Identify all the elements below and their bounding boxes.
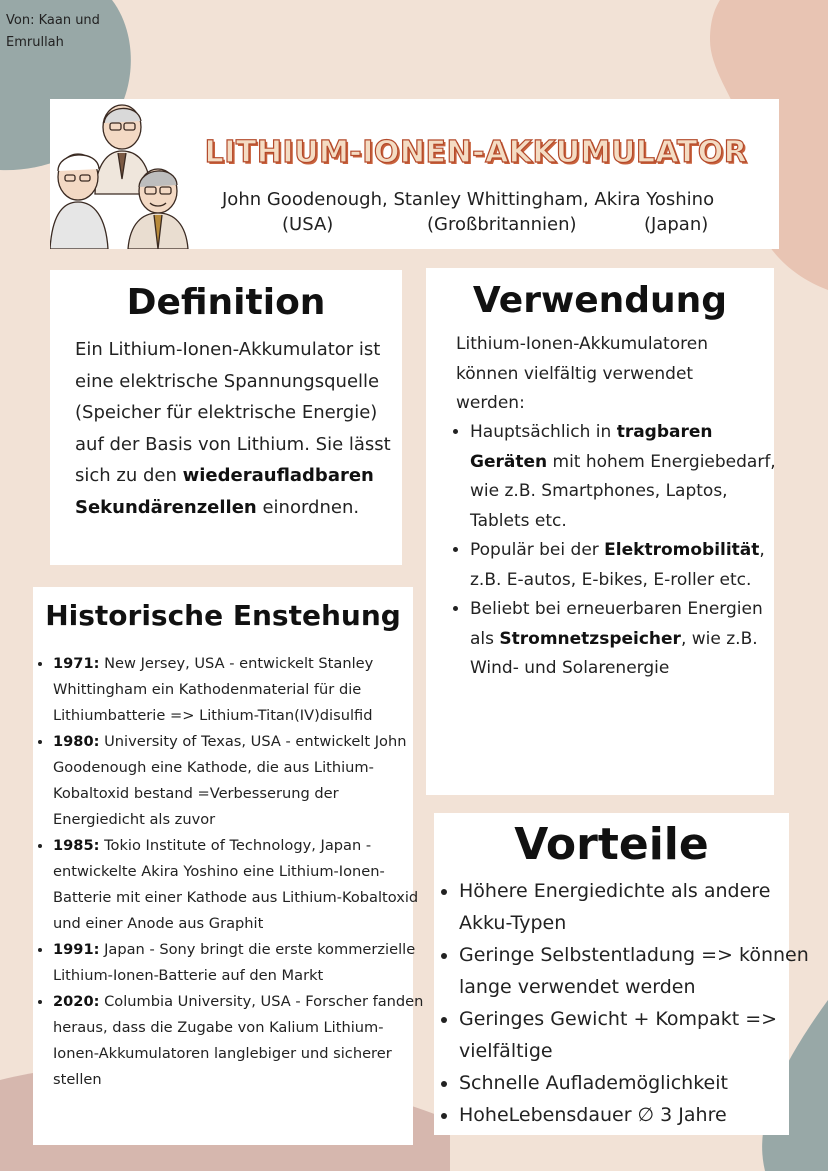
usage-item-bold: tragbaren Geräten <box>470 422 713 472</box>
history-year: 1971: <box>53 655 100 672</box>
list-item <box>53 937 429 989</box>
list-item <box>53 989 429 1093</box>
page-title: LITHIUM-IONEN-AKKUMULATOR <box>204 135 748 170</box>
advantages-heading: Vorteile <box>514 819 709 870</box>
usage-intro: Lithium-Ionen-Akkumulatoren können vielfältig verwendet werden: <box>456 334 708 413</box>
country-usa: (USA) <box>282 214 334 235</box>
list-item <box>470 595 790 684</box>
history-text: Columbia University, USA - Forscher fanden heraus, dass die Zugabe von Kalium Lithium-Ionen-Akkumulatoren langlebiger und sicherer stellen <box>53 993 424 1088</box>
list-item <box>470 536 790 595</box>
history-year: 1985: <box>53 837 100 854</box>
history-text: Tokio Institute of Technology, Japan - entwickelte Akira Yoshino eine Lithium-Ionen-Batterie mit einer Kathode aus Lithium-Kobaltoxid und einer Anode aus Graphit <box>53 837 419 932</box>
usage-item-text: Populär bei der <box>470 540 605 560</box>
history-heading: Historische Enstehung <box>45 599 401 632</box>
list-item <box>53 651 429 729</box>
history-text: Japan - Sony bringt die erste kommerzielle Lithium-Ionen-Batterie auf den Markt <box>53 941 416 984</box>
usage-item-text: , z.B. E-autos, E-bikes, E-roller etc. <box>470 540 765 590</box>
history-year: 1980: <box>53 733 100 750</box>
usage-heading: Verwendung <box>472 280 728 321</box>
definition-text <box>75 334 395 523</box>
list-item: • HoheLebensdauer ∅ 3 Jahre <box>459 1099 809 1131</box>
usage-item-text: , wie z.B. Wind- und Solarenergie <box>470 628 758 678</box>
history-list <box>37 651 429 1093</box>
history-text: New Jersey, USA - entwickelt Stanley Whittingham ein Kathodenmaterial für die Lithiumbatterie => Lithium-Titan(IV)disulfid <box>53 655 374 724</box>
usage-item-bold: Stromnetzspeicher <box>499 628 681 649</box>
authors-note-line2: Emrullah <box>6 35 64 50</box>
usage-item-bold: Elektromobilität <box>604 540 760 560</box>
list-item <box>53 729 429 833</box>
definition-text-end: einordnen. <box>256 496 360 518</box>
advantages-list <box>434 875 809 1131</box>
list-item: • Schnelle Auflademöglichkeit <box>459 1067 809 1099</box>
inventor-portraits-icon <box>50 99 190 249</box>
definition-card <box>50 270 402 565</box>
definition-text-bold: wiederaufladbaren Sekundärenzellen <box>75 465 374 518</box>
title-banner <box>50 99 779 249</box>
country-japan: (Japan) <box>644 214 709 235</box>
list-item: • Geringe Selbstentladung => können lange verwendet werden <box>459 939 809 1003</box>
definition-heading: Definition <box>126 282 326 323</box>
history-card <box>33 587 424 1145</box>
definition-text-part: Ein Lithium-Ionen-Akkumulator ist eine elektrische Spannungsquelle (Speicher für elektrische Energie) auf der Basis von Lithium. Sie lässt sich zu den <box>75 339 391 486</box>
usage-list <box>448 418 790 684</box>
history-year: 1991: <box>53 941 100 958</box>
advantages-card <box>434 813 809 1135</box>
country-uk: (Großbritannien) <box>427 214 577 235</box>
inventors-names: John Goodenough, Stanley Whittingham, Akira Yoshino <box>222 189 715 210</box>
list-item: • Geringes Gewicht + Kompakt => vielfältige <box>459 1003 809 1067</box>
list-item <box>53 833 429 937</box>
usage-item-text: Hauptsächlich in <box>470 422 617 442</box>
history-text: University of Texas, USA - entwickelt John Goodenough eine Kathode, die aus Lithium-Kobaltoxid bestand =Verbesserung der Energiedicht als zuvor <box>53 733 407 828</box>
usage-card <box>426 268 774 795</box>
list-item <box>470 418 790 536</box>
authors-note <box>6 10 100 54</box>
authors-note-line1: Von: Kaan und <box>6 13 100 28</box>
usage-item-text: Beliebt bei erneuerbaren Energien als <box>470 599 763 649</box>
list-item: • Höhere Energiedichte als andere Akku-Typen <box>459 875 809 939</box>
usage-item-text: mit hohem Energiebedarf, wie z.B. Smartphones, Laptos, Tablets etc. <box>470 451 776 531</box>
history-year: 2020: <box>53 993 100 1010</box>
